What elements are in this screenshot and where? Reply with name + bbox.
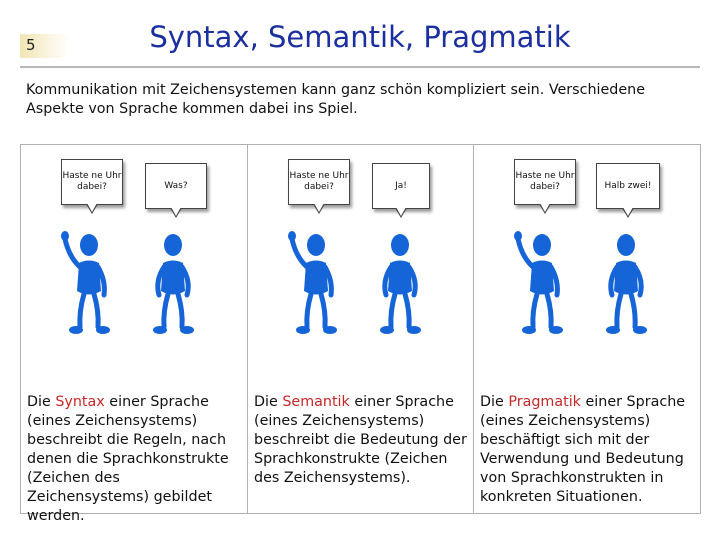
term-semantik: Semantik (282, 394, 350, 410)
speech-bubble-question: Haste ne Uhr dabei? (514, 159, 576, 205)
panel-syntax (20, 144, 248, 524)
person-left-icon (61, 231, 110, 334)
figures-illustration (248, 145, 473, 385)
term-syntax: Syntax (55, 394, 105, 410)
speech-bubble-reply: Was? (145, 163, 207, 209)
figures-illustration (21, 145, 247, 385)
speech-bubble-question: Haste ne Uhr dabei? (61, 159, 123, 205)
panel-pragmatik (473, 144, 701, 514)
speech-bubble-reply: Halb zwei! (596, 163, 660, 209)
panel-semantik (247, 144, 474, 514)
title-divider (20, 66, 700, 68)
page-number: 5 (26, 36, 36, 54)
caption-syntax: Die Syntax einer Sprache (eines Zeichensystems) beschreibt die Regeln, nach denen die Sprachkonstrukte (Zeichen des Zeichensystems) gebildet werden. (27, 394, 229, 524)
speech-bubble-question: Haste ne Uhr dabei? (288, 159, 350, 205)
person-right-icon (380, 234, 421, 334)
term-pragmatik: Pragmatik (508, 394, 581, 410)
caption-semantik: Die Semantik einer Sprache (eines Zeichensystems) beschreibt die Bedeutung der Sprachkonstrukte (Zeichen des Zeichensystems). (254, 394, 467, 486)
person-left-icon (514, 231, 563, 334)
caption-pragmatik: Die Pragmatik einer Sprache (eines Zeichensystems) beschäftigt sich mit der Verwendung und Bedeutung von Sprachkonstrukten in konkreten Situationen. (480, 394, 686, 505)
figures-illustration (474, 145, 700, 385)
speech-bubble-reply: Ja! (372, 163, 430, 209)
intro-text: Kommunikation mit Zeichensystemen kann ganz schön kompliziert sein. Verschiedene Aspekte von Sprache kommen dabei ins Spiel. (26, 82, 646, 117)
person-right-icon (606, 234, 647, 334)
slide-title: Syntax, Semantik, Pragmatik (149, 20, 571, 54)
person-right-icon (153, 234, 194, 334)
person-left-icon (288, 231, 337, 334)
